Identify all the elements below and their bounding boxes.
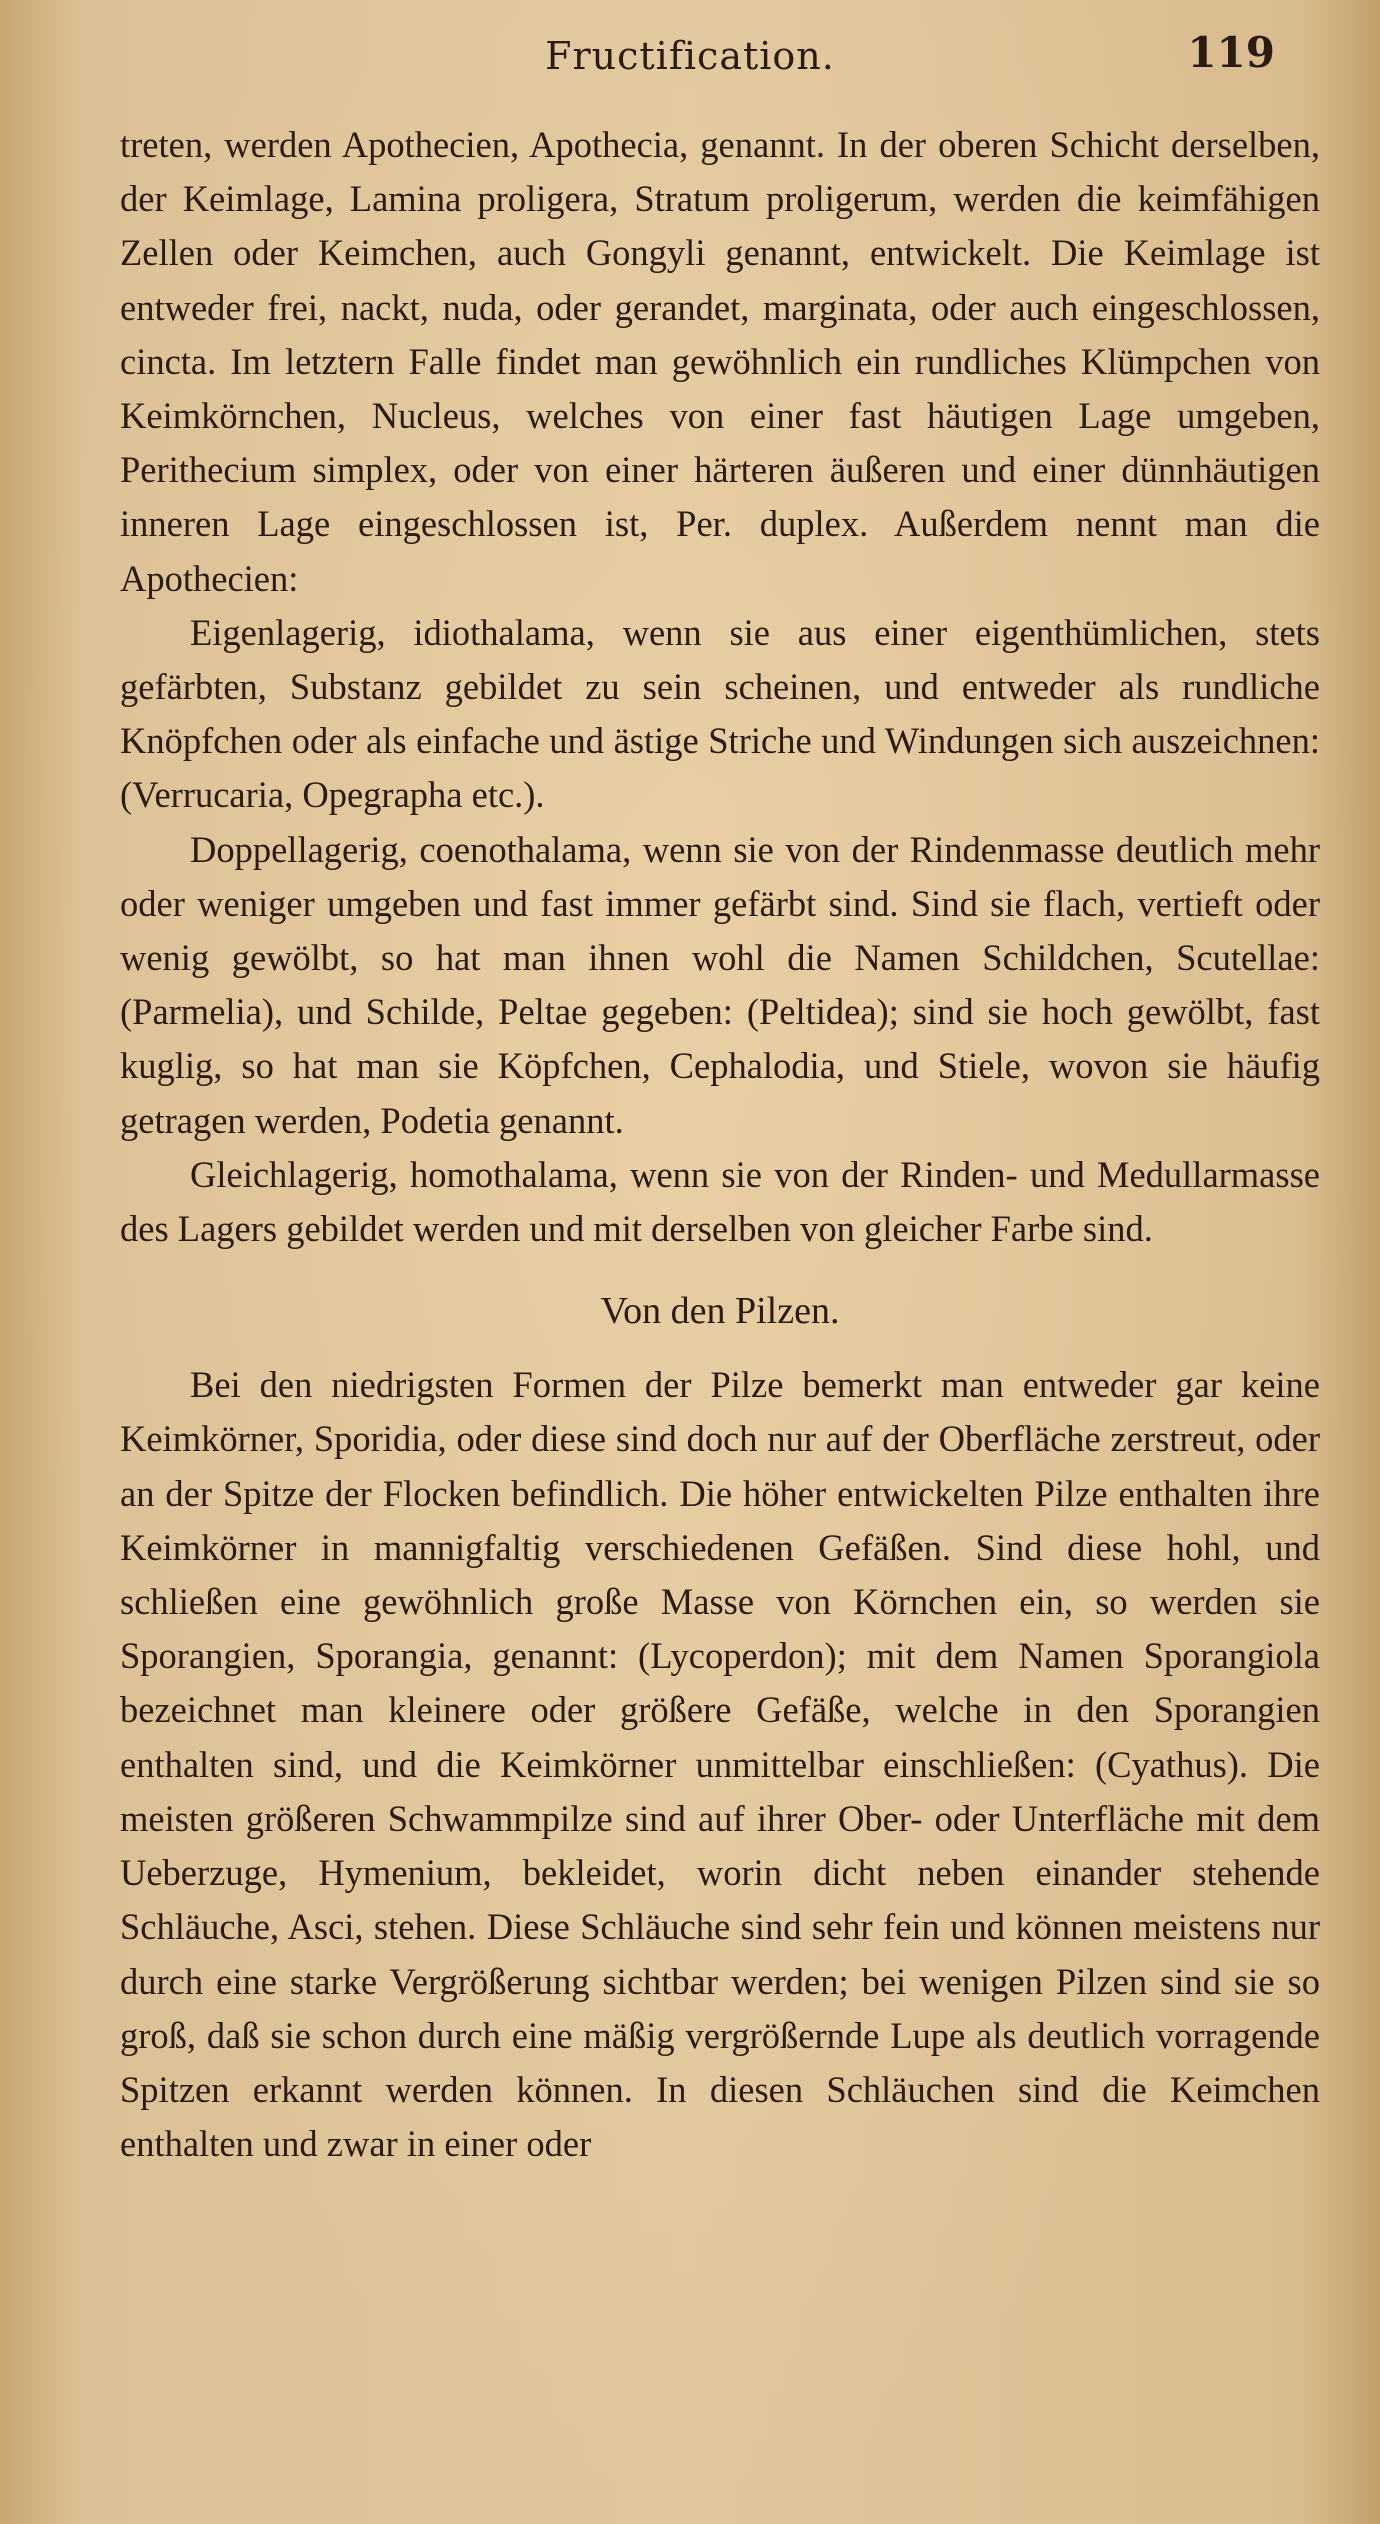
paragraph-doppellagerig: Doppellagerig, coenothalama, wenn sie von der Rindenmasse deutlich mehr oder weniger umgeben und fast immer gefärbt sind. Sind sie flach, vertieft oder wenig gewölbt, so hat man ihnen wohl die Namen Schildchen, Scutellae: (Parmelia), und Schilde, Peltae gegeben: (Peltidea); sind sie hoch gewölbt, fast kuglig, so hat man sie Köpfchen, Cephalodia, und Stiele, wovon sie häufig getragen werden, Podetia genannt.	[120, 828, 1320, 1141]
body-text	[120, 118, 1320, 2171]
page-header	[0, 28, 1380, 88]
page-number: 119	[1187, 28, 1275, 77]
section-heading: Von den Pilzen.	[600, 1290, 840, 1333]
paragraph-eigenlagerig: Eigenlagerig, idiothalama, wenn sie aus einer eigenthümlichen, stets gefärbten, Substanz gebildet zu sein scheinen, und entweder als rundliche Knöpfchen oder als einfache und ästige Striche und Windungen sich auszeichnen: (Verrucaria, Opegrapha etc.).	[120, 611, 1320, 816]
paragraph-apothecien: treten, werden Apothecien, Apothecia, genannt. In der oberen Schicht derselben, der Keimlage, Lamina proligera, Stratum proligerum, werden die keimfähigen Zellen oder Keimchen, auch Gongyli genannt, entwickelt. Die Keimlage ist entweder frei, nackt, nuda, oder gerandet, marginata, oder auch eingeschlossen, cincta. Im letztern Falle findet man gewöhnlich ein rundliches Klümpchen von Keimkörnchen, Nucleus, welches von einer fast häutigen Lage umgeben, Perithecium simplex, oder von einer härteren äußeren und einer dünnhäutigen inneren Lage eingeschlossen ist, Per. duplex. Außerdem nennt man die Apothecien:	[120, 124, 1320, 599]
paragraph-gleichlagerig: Gleichlagerig, homothalama, wenn sie von der Rinden- und Medullarmasse des Lagers gebildet werden und mit derselben von gleicher Farbe sind.	[120, 1153, 1320, 1250]
paragraph-pilze: Bei den niedrigsten Formen der Pilze bemerkt man entweder gar keine Keimkörner, Sporidia, oder diese sind doch nur auf der Oberfläche zerstreut, oder an der Spitze der Flocken befindlich. Die höher entwickelten Pilze enthalten ihre Keimkörner in mannigfaltig verschiedenen Gefäßen. Sind diese hohl, und schließen eine gewöhnlich große Masse von Körnchen ein, so werden sie Sporangien, Sporangia, genannt: (Lycoperdon); mit dem Namen Sporangiola bezeichnet man kleinere oder größere Gefäße, welche in den Sporangien enthalten sind, und die Keimkörner unmittelbar einschließen: (Cyathus). Die meisten größeren Schwammpilze sind auf ihrer Ober- oder Unterfläche mit dem Ueberzuge, Hymenium, bekleidet, worin dicht neben einander stehende Schläuche, Asci, stehen. Diese Schläuche sind sehr fein und können meistens nur durch eine starke Vergrößerung sichtbar werden; bei wenigen Pilzen sind sie so groß, daß sie schon durch eine mäßig vergrößernde Lupe als deutlich vorragende Spitzen erkannt werden können. In diesen Schläuchen sind die Keimchen enthalten und zwar in einer oder	[120, 1364, 1320, 2165]
running-title: Fructification.	[545, 34, 835, 78]
